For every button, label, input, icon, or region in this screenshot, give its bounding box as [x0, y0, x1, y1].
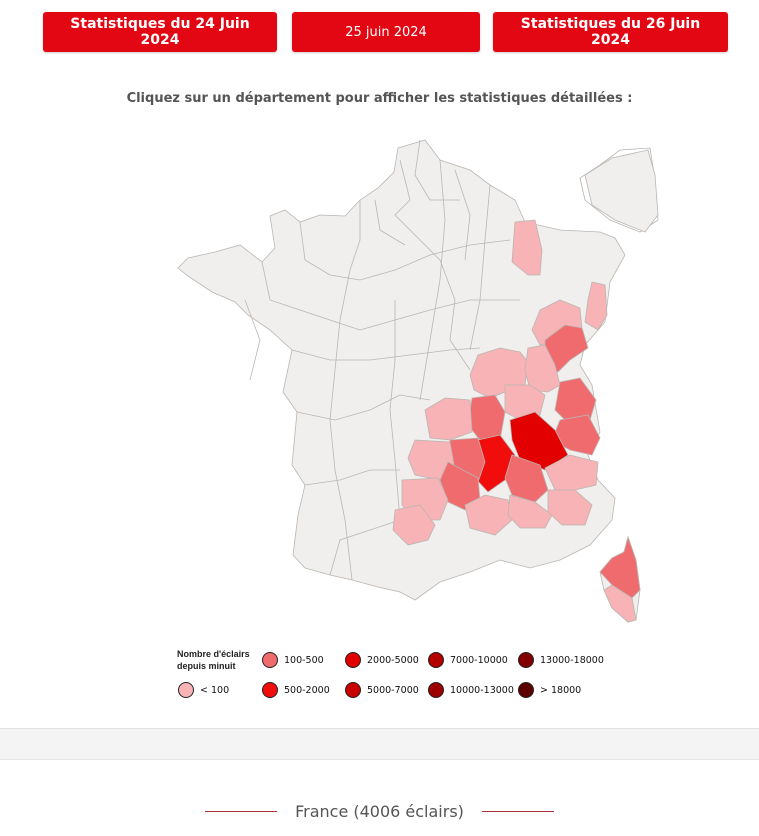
- decorative-rule-left: [205, 811, 277, 812]
- legend-label: 500-2000: [284, 684, 330, 696]
- legend-item-100-500: [262, 652, 324, 668]
- legend-item-lt100: [178, 682, 229, 698]
- country-title: France (4006 éclairs): [295, 801, 464, 821]
- legend-swatch: [345, 652, 361, 668]
- legend-label: 2000-5000: [367, 654, 419, 666]
- legend-swatch: [345, 682, 361, 698]
- legend-item-13000-18000: [518, 652, 604, 668]
- legend-label: > 18000: [540, 684, 582, 696]
- alsace-region: [585, 150, 658, 232]
- section-divider-panel: [0, 728, 759, 760]
- legend-item-2000-5000: [345, 652, 419, 668]
- legend-label: 5000-7000: [367, 684, 419, 696]
- next-day-button[interactable]: Statistiques du 26 Juin 2024: [493, 12, 728, 52]
- legend-title: Nombre d'éclairs depuis minuit: [177, 649, 250, 671]
- legend-swatch: [262, 682, 278, 698]
- legend-item-7000-10000: [428, 652, 508, 668]
- legend-label: 13000-18000: [540, 654, 604, 666]
- legend-swatch: [262, 652, 278, 668]
- legend-swatch: [178, 682, 194, 698]
- legend-item-500-2000: [262, 682, 330, 698]
- legend-label: < 100: [200, 684, 230, 696]
- decorative-rule-right: [482, 811, 554, 812]
- legend-label: 10000-13000: [450, 684, 514, 696]
- legend-item-5000-7000: [345, 682, 419, 698]
- legend-swatch: [518, 682, 534, 698]
- legend-label: 100-500: [284, 654, 324, 666]
- legend-item-10000-13000: [428, 682, 514, 698]
- legend-swatch: [518, 652, 534, 668]
- legend-item-gt18000: [518, 682, 581, 698]
- country-header: [0, 796, 759, 826]
- legend-label: 7000-10000: [450, 654, 508, 666]
- current-day-button[interactable]: 25 juin 2024: [292, 12, 480, 52]
- prev-day-button[interactable]: Statistiques du 24 Juin 2024: [43, 12, 277, 52]
- instruction-text: Cliquez sur un département pour afficher les statistiques détaillées :: [126, 91, 633, 106]
- france-map: [0, 120, 759, 630]
- legend-swatch: [428, 682, 444, 698]
- legend-swatch: [428, 652, 444, 668]
